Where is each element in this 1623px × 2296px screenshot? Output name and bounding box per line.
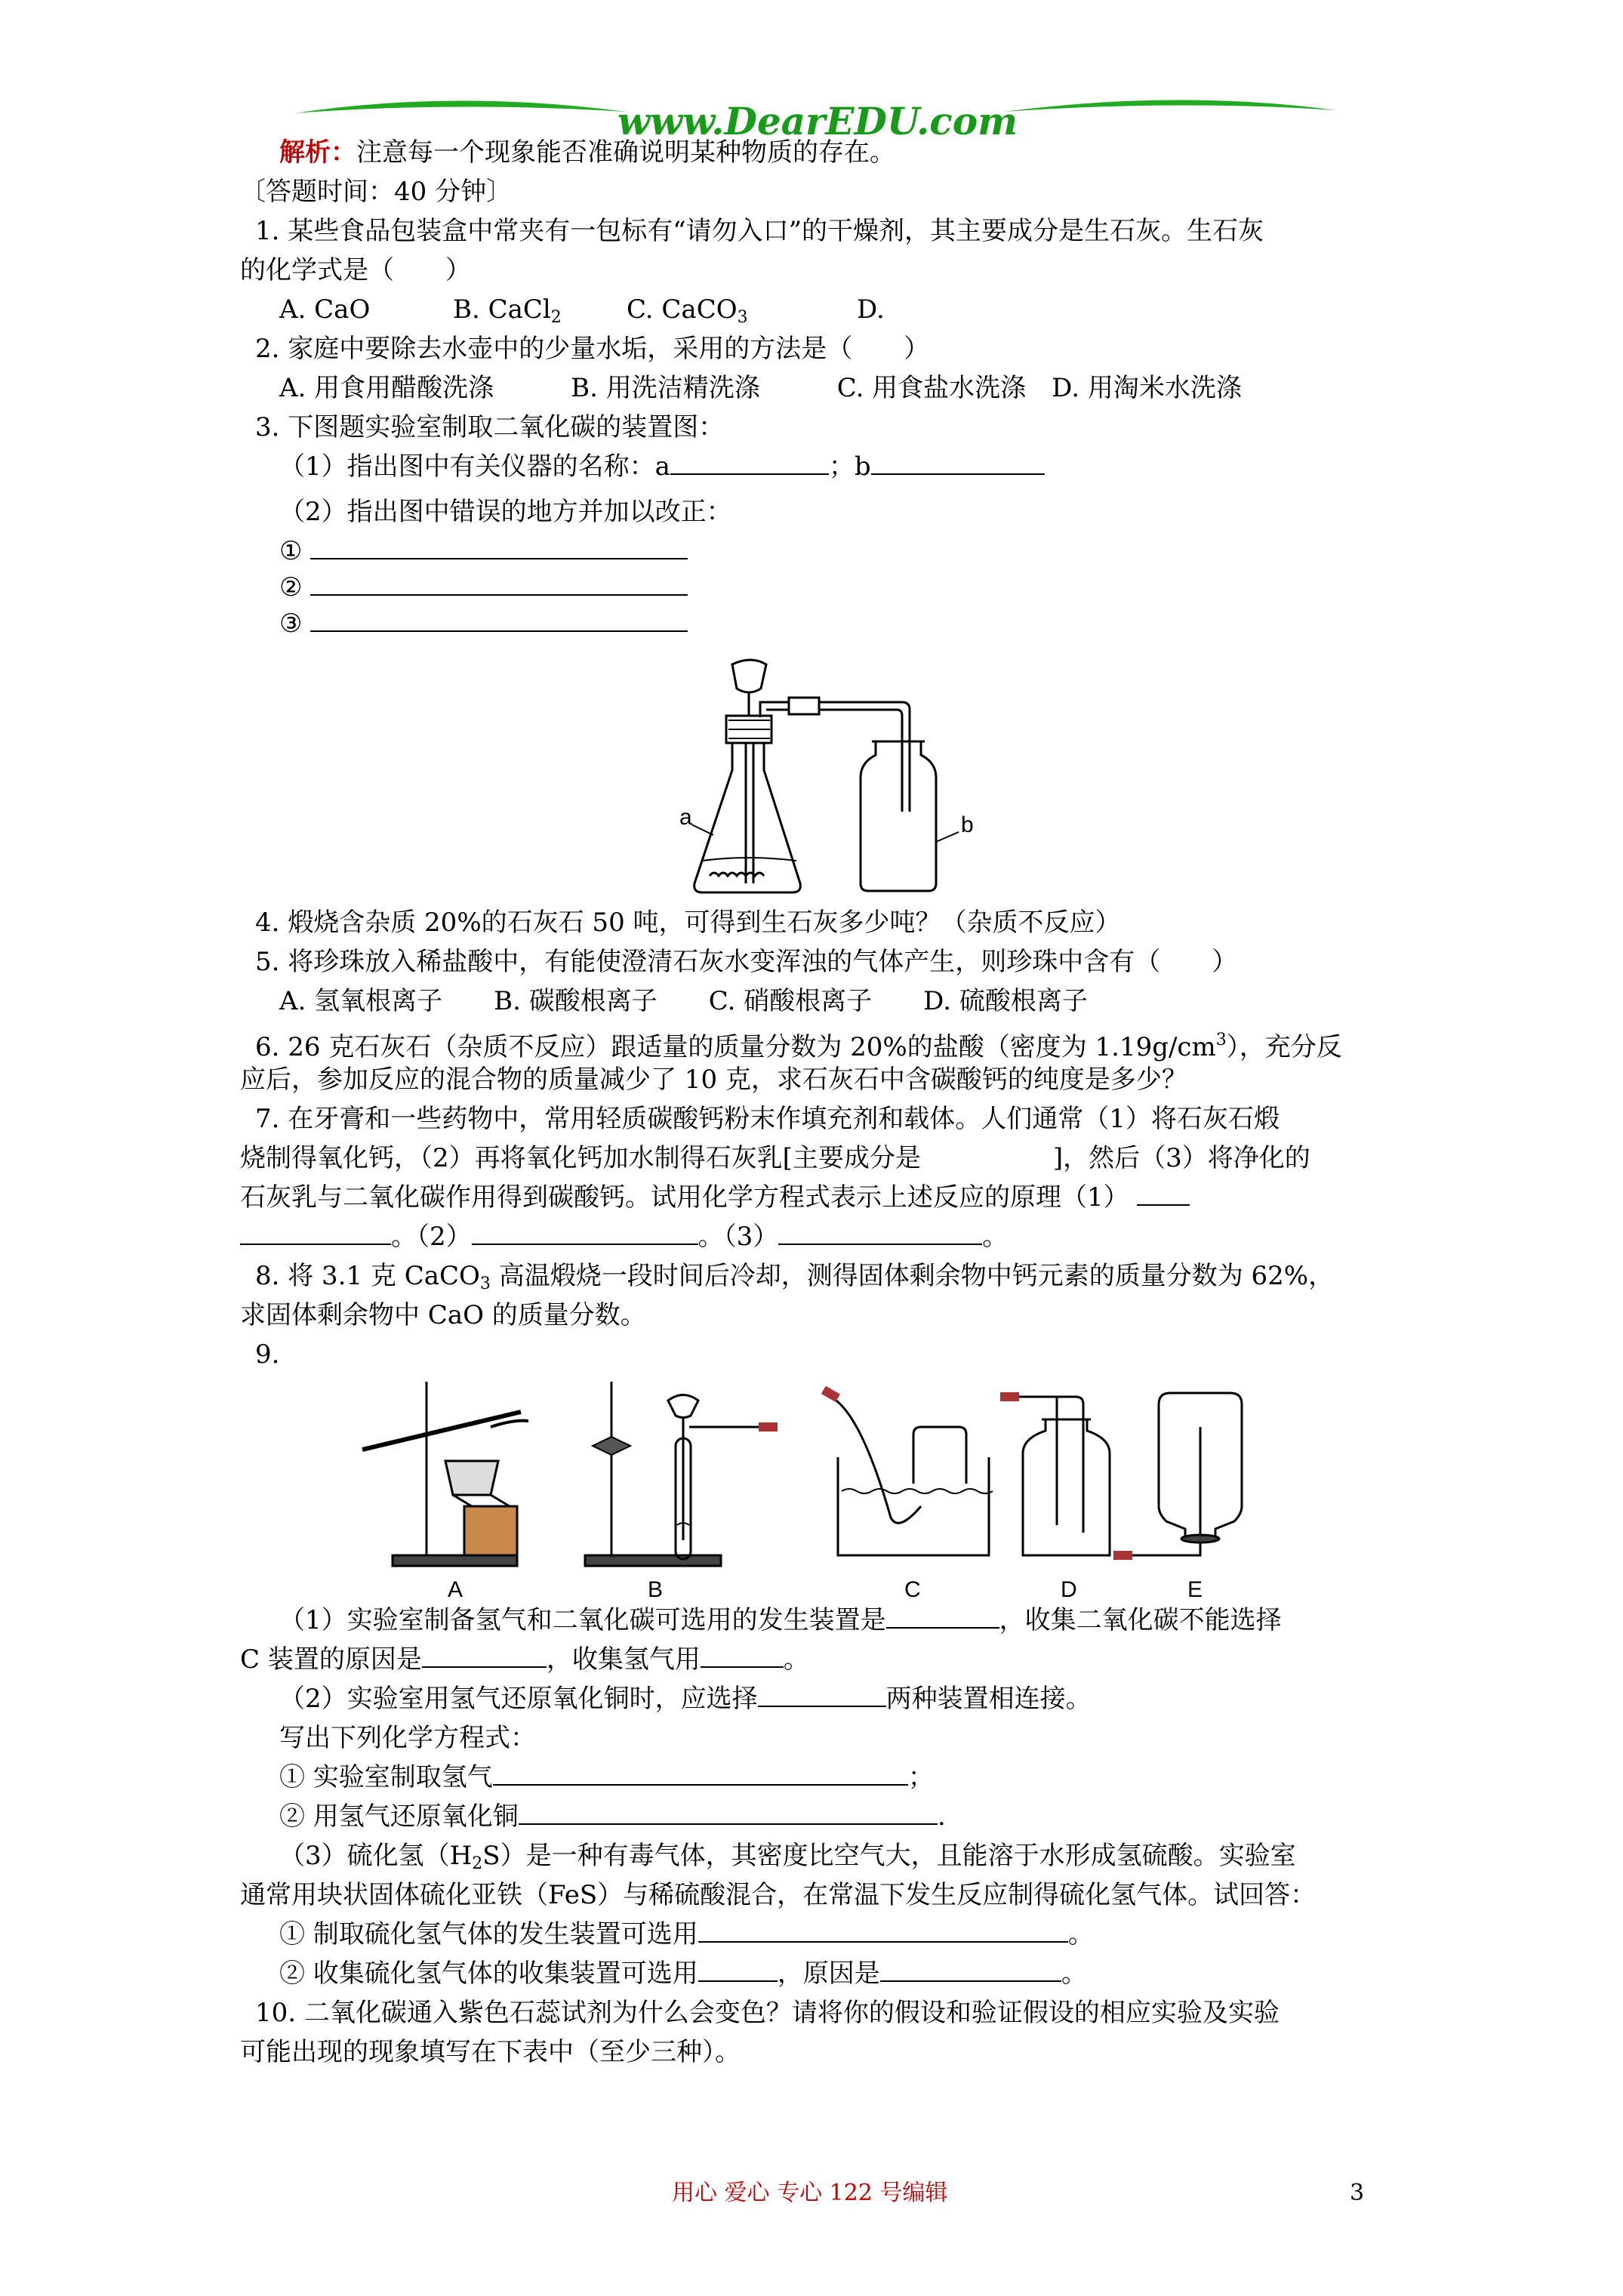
label-d: D: [1061, 1577, 1077, 1601]
analysis-line: [279, 136, 895, 169]
correction-3-blank[interactable]: [310, 608, 688, 632]
connect-blank[interactable]: [758, 1683, 886, 1707]
question-5: 5. 将珍珠放入稀盐酸中，有能使澄清石灰水变浑浊的气体产生，则珍珠中含有（ ）: [255, 947, 1238, 977]
apparatus-a: [362, 1382, 528, 1566]
h2-collect-blank[interactable]: [701, 1644, 784, 1668]
footer-text: 用心 爱心 专心 122 号编辑: [672, 2180, 948, 2206]
funnel-bulb: [732, 660, 766, 692]
question-10-line2: 可能出现的现象填写在下表中（至少三种）。: [240, 2037, 741, 2067]
correction-2: ②: [279, 571, 688, 604]
equation-heading: 写出下列化学方程式：: [279, 1723, 536, 1753]
reason-blank[interactable]: [422, 1644, 547, 1668]
left-green-swoosh: [294, 100, 627, 113]
question-2-options: A. 用食用醋酸洗涤 B. 用洗洁精洗涤 C. 用食盐水洗涤 D. 用淘米水洗涤: [279, 373, 1242, 403]
apparatus-d: [1000, 1392, 1110, 1555]
question-9-part1-line1: （1）实验室制备氢气和二氧化碳可选用的发生装置是 ，收集二氧化碳不能选择: [279, 1605, 1282, 1635]
question-8-line2: 求固体剩余物中 CaO 的质量分数。: [240, 1300, 646, 1330]
question-7-line4: 。（2） 。（3） 。: [240, 1220, 1008, 1253]
gas-jar: [861, 741, 936, 891]
question-6-line1: 6. 26 克石灰石（杂质不反应）跟适量的质量分数为 20%的盐酸（密度为 $1.19g/cm^3$），充分反: [255, 1031, 1342, 1062]
label-e: E: [1187, 1577, 1203, 1601]
question-5-options: A. 氢氧根离子 B. 碳酸根离子 C. 硝酸根离子 D. 硫酸根离子: [279, 986, 1088, 1016]
h2s-reason-blank[interactable]: [880, 1958, 1061, 1982]
figure-labels: [448, 1577, 1203, 1601]
h2-equation-blank[interactable]: [493, 1761, 908, 1786]
conical-flask: [694, 743, 801, 892]
blank-b[interactable]: [871, 451, 1045, 475]
question-9-part1-line2: C 装置的原因是 ，收集氢气用 。: [240, 1644, 809, 1675]
question-7-line1: 7. 在牙膏和一些药物中，常用轻质碳酸钙粉末作填充剂和载体。人们通常（1）将石灰石煅: [255, 1104, 1280, 1134]
delivery-tube: [760, 702, 910, 812]
apparatus-a-e-figure: [340, 1374, 1321, 1601]
equation-1-blank[interactable]: [240, 1221, 391, 1245]
question-1-line1: 1. 某些食品包装盒中常夹有一包标有“请勿入口”的干燥剂，其主要成分是生石灰。生石灰: [255, 216, 1264, 246]
h2s-generator-line: ① 制取硫化氢气体的发生装置可选用 。: [279, 1919, 1094, 1949]
apparatus-c: [821, 1386, 993, 1555]
header-banner: [0, 0, 1623, 151]
question-9-part3-line1: （3）硫化氢$(H_2S)$是一种有毒气体，其密度比空气大，且能溶于水形成氢硫酸。实验室: [279, 1841, 1296, 1873]
option-a: A. CaO: [279, 294, 371, 325]
question-3-part1: （1）指出图中有关仪器的名称：a ；b: [279, 450, 1045, 483]
option-c: C. CaCO$_3$: [627, 294, 748, 327]
label-b: B: [648, 1577, 664, 1601]
cuo-equation-blank[interactable]: [519, 1801, 938, 1825]
label-a: a: [679, 805, 692, 830]
label-a: A: [448, 1577, 463, 1601]
equation-3-blank[interactable]: [778, 1221, 982, 1245]
correction-3: ③: [279, 607, 688, 640]
question-1-line2: 的化学式是（ ）: [240, 255, 471, 285]
apparatus-b: [585, 1382, 778, 1566]
blank-a[interactable]: [670, 451, 829, 475]
h2s-generator-blank[interactable]: [698, 1918, 1068, 1943]
question-8-line1: 8. 将 3.1 克 CaCO$_3$ 高温煅烧一段时间后冷却，测得固体剩余物中钙元素的质量分数为 62%，: [255, 1261, 1335, 1293]
question-4: 4. 煅烧含杂质 20%的石灰石 50 吨，可得到生石灰多少吨？（杂质不反应）: [255, 908, 1121, 938]
equation-2-blank[interactable]: [472, 1221, 698, 1245]
question-3: 3. 下图题实验室制取二氧化碳的装置图：: [255, 412, 725, 442]
correction-2-blank[interactable]: [310, 572, 688, 596]
option-d: D.: [857, 294, 885, 325]
page-number: 3: [1350, 2180, 1365, 2206]
h2s-collector-blank[interactable]: [698, 1958, 778, 1982]
answer-time: 〔答题时间：40 分钟〕: [240, 177, 513, 207]
label-c: C: [904, 1577, 921, 1601]
question-2: 2. 家庭中要除去水壶中的少量水垢，采用的方法是（ ）: [255, 334, 930, 364]
label-b: b: [961, 812, 974, 837]
correction-1: ①: [279, 535, 688, 568]
option-b: B. CaCl$_2$: [453, 294, 562, 327]
question-6-line2: 应后，参加反应的混合物的质量减少了 10 克，求石灰石中含碳酸钙的纯度是多少？: [240, 1065, 1187, 1095]
question-9-part2: （2）实验室用氢气还原氧化铜时，应选择 两种装置相连接。: [279, 1684, 1092, 1714]
question-9: 9.: [255, 1339, 280, 1370]
equation-cuo-line: ② 用氢气还原氧化铜 .: [279, 1801, 946, 1832]
correction-1-blank[interactable]: [310, 535, 688, 559]
h2s-collector-line: ② 收集硫化氢气体的收集装置可选用 ，原因是 。: [279, 1959, 1087, 1989]
site-title: www.DearEDU.com: [617, 99, 1018, 143]
co2-apparatus-figure: [657, 657, 1019, 906]
question-9-part3-line2: 通常用块状固体硫化亚铁（FeS）与稀硫酸混合，在常温下发生反应制得硫化氢气体。试回答：: [240, 1880, 1317, 1910]
question-10-line1: 10. 二氧化碳通入紫色石蕊试剂为什么会变色？请将你的假设和验证假设的相应实验及实验: [255, 1998, 1280, 2028]
analysis-text: 注意每一个现象能否准确说明某种物质的存在。: [356, 137, 895, 168]
analysis-label: 解析：: [279, 137, 356, 168]
apparatus-e: [1113, 1393, 1242, 1560]
equation-1-blank-start[interactable]: [1137, 1182, 1190, 1206]
right-green-swoosh: [1004, 100, 1336, 112]
question-7-line2: 烧制得氧化钙，（2）再将氧化钙加水制得石灰乳[主要成分是 ]，然后（3）将净化的: [240, 1143, 1310, 1173]
question-7-line3: 石灰乳与二氧化碳作用得到碳酸钙。试用化学方程式表示上述反应的原理（1）: [240, 1181, 1190, 1214]
generator-blank[interactable]: [886, 1604, 999, 1629]
equation-h2-line: ① 实验室制取氢气 ；: [279, 1762, 934, 1792]
question-3-part2: （2）指出图中错误的地方并加以改正：: [279, 497, 732, 527]
